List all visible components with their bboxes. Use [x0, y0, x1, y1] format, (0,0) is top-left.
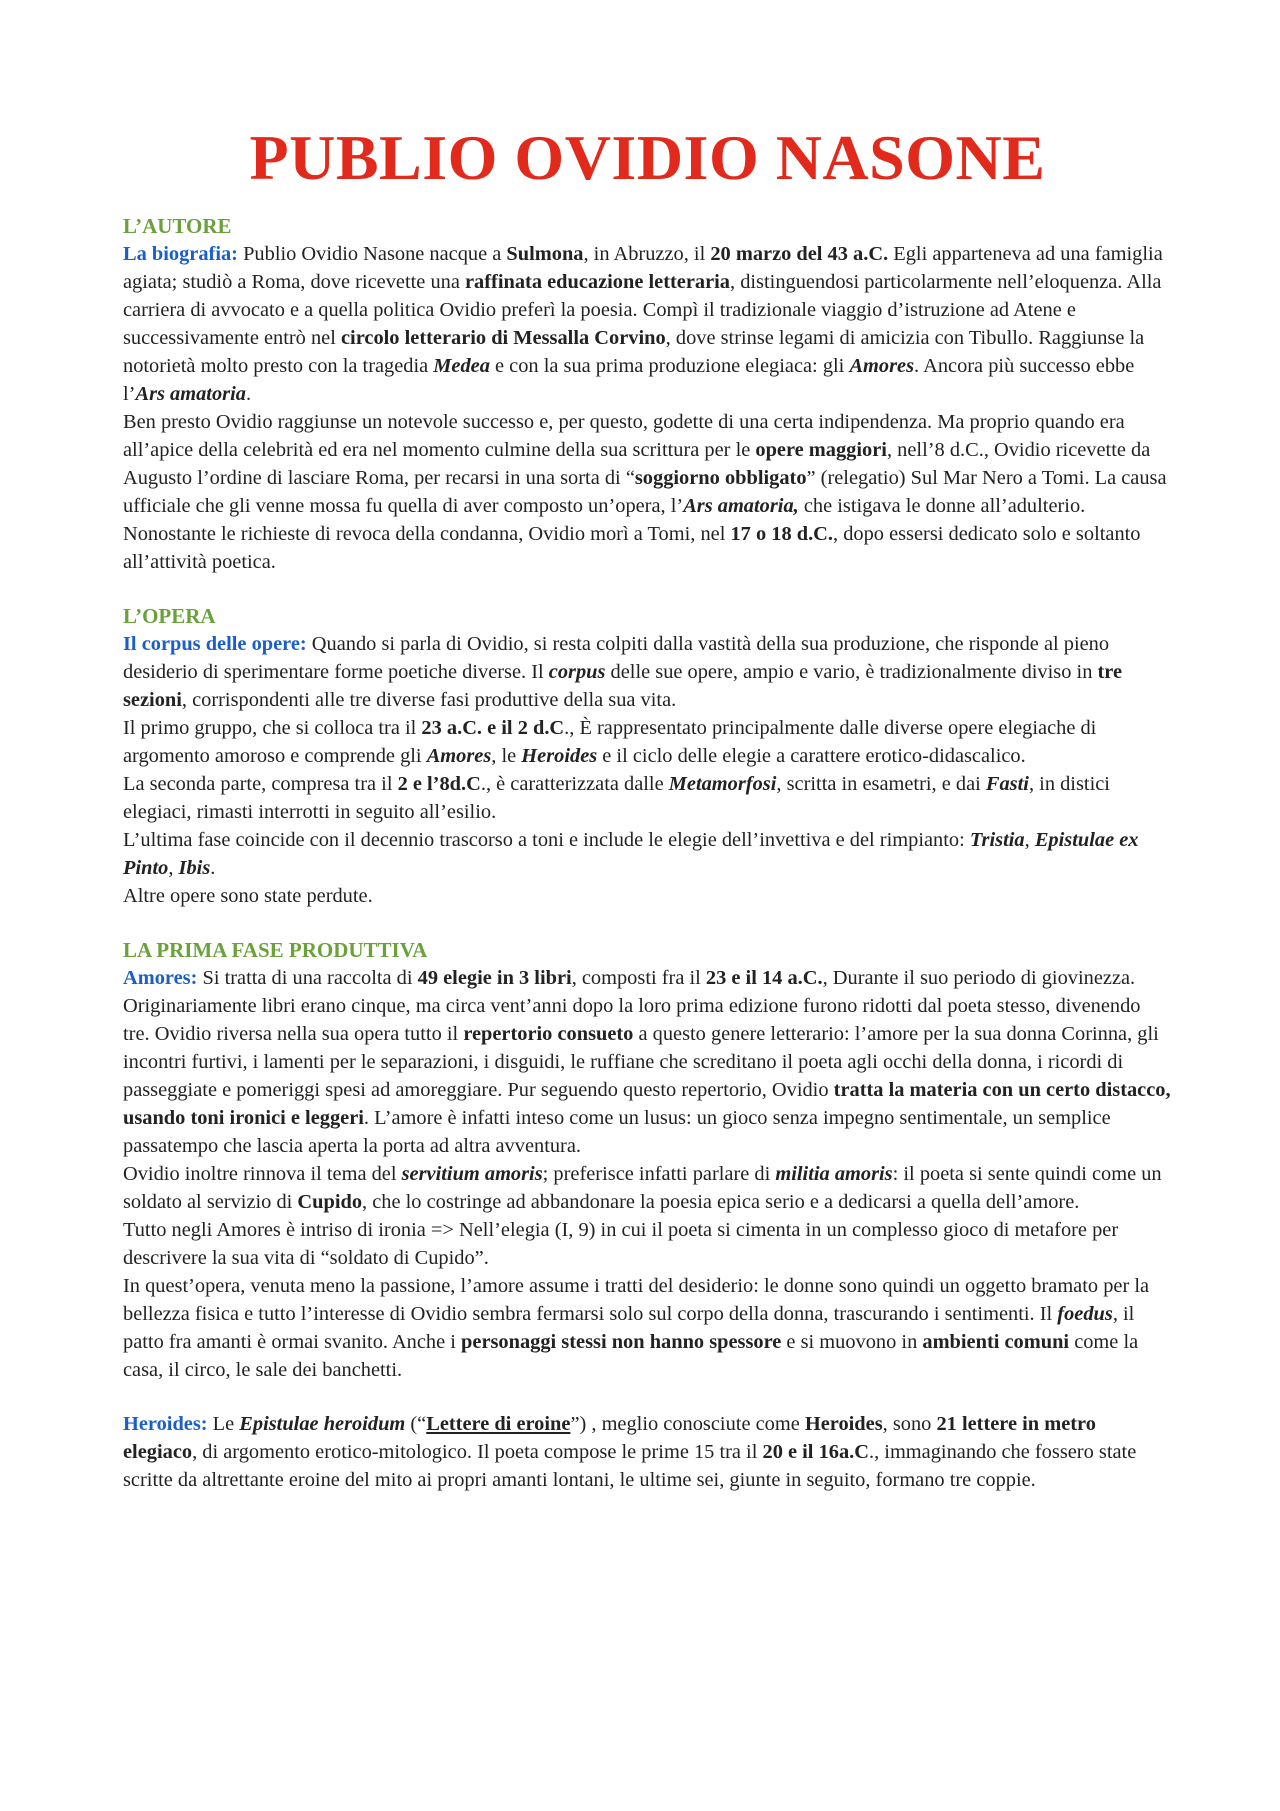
text-run: ; preferisce infatti parlare di — [542, 1163, 776, 1185]
text-run: come la casa, il circo, le sale dei banchetti. — [123, 1331, 1139, 1381]
section — [123, 602, 1172, 910]
section — [123, 936, 1172, 1384]
text-run: Publio Ovidio Nasone nacque a — [237, 243, 507, 265]
text-run: , composti fra il — [571, 967, 706, 989]
text-run: Amores — [426, 745, 492, 767]
text-run: Lettere di eroine — [426, 1413, 571, 1435]
text-run: , dopo essersi dedicato solo e soltanto all’attività poetica. — [123, 523, 1141, 573]
text-run: . Ancora più successo ebbe l’ — [123, 355, 1135, 405]
text-run: Medea — [433, 355, 490, 377]
text-run: Metamorfosi — [668, 773, 777, 795]
text-run: Ben presto Ovidio raggiunse un notevole successo e, per questo, godette di una certa indipendenza. Ma proprio quando era all’apice della celebrità ed era nel momento culmine della sua scrittura per le — [123, 411, 1125, 461]
paragraph-lead-label: La biografia: — [123, 243, 238, 265]
text-run: Quando si parla di Ovidio, si resta colpiti dalla vastità della sua produzione, che risponde al pieno desiderio di sperimentare forme poetiche diverse. Il — [123, 633, 1110, 683]
paragraph — [123, 408, 1172, 520]
text-run: e con la sua prima produzione elegiaca: gli — [489, 355, 850, 377]
text-run: Ars amatoria, — [683, 495, 799, 517]
text-run: 49 elegie in 3 libri — [417, 967, 572, 989]
paragraph — [123, 1216, 1172, 1272]
text-run: La seconda parte, compresa tra il — [123, 773, 398, 795]
text-run: . — [245, 383, 252, 405]
paragraph — [123, 964, 1172, 1160]
paragraph — [123, 240, 1172, 408]
text-run: , corrispondenti alle tre diverse fasi produttive della sua vita. — [181, 689, 677, 711]
text-run: , di argomento erotico-mitologico. Il poeta compose le prime 15 tra il — [192, 1441, 763, 1463]
text-run: , Durante il suo periodo di giovinezza. Originariamente libri erano cinque, ma circa vent’anni dopo la loro prima edizione furono ridotti dal poeta stesso, divenendo tre. Ovidio riversa nella sua opera tutto il — [123, 967, 1141, 1045]
text-run: personaggi stessi non hanno spessore — [461, 1331, 782, 1353]
paragraph — [123, 520, 1172, 576]
text-run: ., immaginando che fossero state scritte da altrettante eroine del mito ai propri amanti lontani, le ultime sei, giunte in seguito, formano tre coppie. — [123, 1441, 1137, 1491]
text-run: ambienti comuni — [922, 1331, 1070, 1353]
paragraph-lead-label: Heroides: — [123, 1413, 208, 1435]
text-run: 23 e il 14 a.C. — [705, 967, 823, 989]
section-heading: LA PRIMA FASE PRODUTTIVA — [123, 938, 428, 962]
text-run: raffinata educazione letteraria — [465, 271, 730, 293]
text-run: In quest’opera, venuta meno la passione, l’amore assume i tratti del desiderio: le donne sono quindi un oggetto bramato per la bellezza fisica e tutto l’interesse di Ovidio sembra fermarsi solo sul corpo della donna, trascurando i sentimenti. Il — [123, 1275, 1150, 1325]
text-run: , il patto fra amanti è ormai svanito. Anche i — [123, 1303, 1135, 1353]
text-run: ” (relegatio) Sul Mar Nero a Tomi. La causa ufficiale che gli venne mossa fu quella di aver composto un’opera, l’ — [123, 467, 1167, 517]
document-title: PUBLIO OVIDIO NASONE — [249, 122, 1046, 193]
text-run: Si tratta di una raccolta di — [197, 967, 418, 989]
paragraph — [123, 826, 1172, 882]
paragraph-lead-label: Amores: — [123, 967, 198, 989]
text-run: Tristia — [969, 829, 1025, 851]
text-run: militia amoris — [775, 1163, 893, 1185]
text-run: Fasti — [985, 773, 1029, 795]
paragraph-lead-label: Il corpus delle opere: — [123, 633, 307, 655]
section-heading: L’AUTORE — [123, 214, 232, 238]
paragraph — [123, 1410, 1172, 1494]
text-run: Nonostante le richieste di revoca della condanna, Ovidio morì a Tomi, nel — [123, 523, 731, 545]
text-run: ., è caratterizzata dalle — [480, 773, 669, 795]
text-run: , in Abruzzo, il — [583, 243, 711, 265]
paragraph — [123, 630, 1172, 714]
text-run: Le — [207, 1413, 240, 1435]
text-run: circolo letterario di Messalla Corvino — [341, 327, 666, 349]
text-run: . — [210, 857, 216, 879]
text-run: Il primo gruppo, che si colloca tra il — [123, 717, 422, 739]
text-run: a questo genere letterario: l’amore per la sua donna Corinna, gli incontri furtivi, i lamenti per le separazioni, i disguidi, le ruffiane che screditano il poeta agli occhi della donna, i ricordi di passeggiate e pomeriggi spesi ad amoreggiare. Pur seguendo questo repertorio, Ovidio — [123, 1023, 1159, 1101]
text-run: ., È rappresentato principalmente dalle diverse opere elegiache di argomento amoroso e comprende gli — [123, 717, 1097, 767]
text-run: 20 e il 16a.C — [762, 1441, 869, 1463]
text-run: , in distici elegiaci, rimasti interrotti in seguito all’esilio. — [123, 773, 1110, 823]
text-run: , distinguendosi particolarmente nell’eloquenza. Alla carriera di avvocato e a quella politica Ovidio preferì la poesia. Compì il tradizionale viaggio d’istruzione ad Atene e successivamente entrò nel — [123, 271, 1162, 349]
section-heading: L’OPERA — [123, 604, 216, 628]
text-run: , che lo costringe ad abbandonare la poesia epica serio e a dedicarsi a quella dell’amore. — [362, 1191, 1080, 1213]
text-run: Ibis — [178, 857, 211, 879]
text-run: ”) , meglio conosciute come — [570, 1413, 805, 1435]
text-run: 20 marzo del 43 a.C. — [710, 243, 889, 265]
text-run: foedus — [1057, 1303, 1113, 1325]
text-run: Egli apparteneva ad una famiglia agiata; studiò a Roma, dove ricevette una — [123, 243, 1163, 293]
text-run: , sono — [882, 1413, 937, 1435]
paragraph — [123, 1160, 1172, 1216]
text-run: Altre opere sono state perdute. — [123, 885, 373, 907]
paragraph — [123, 1272, 1172, 1384]
text-run: 17 o 18 d.C. — [730, 523, 833, 545]
text-run: L’ultima fase coincide con il decennio trascorso a toni e include le elegie dell’invettiva e del rimpianto: — [123, 829, 970, 851]
text-run: (“ — [405, 1413, 427, 1435]
text-run: 21 lettere in metro elegiaco — [123, 1413, 1096, 1463]
text-run: 2 e l’8d.C — [397, 773, 481, 795]
text-run: corpus — [548, 661, 606, 683]
text-run: soggiorno obbligato — [634, 467, 807, 489]
text-run: delle sue opere, ampio e vario, è tradizionalmente diviso in — [605, 661, 1098, 683]
text-run: repertorio consueto — [463, 1023, 634, 1045]
text-run: 23 a.C. e il 2 d.C — [421, 717, 565, 739]
text-run: tratta la materia con un certo distacco, usando toni ironici e leggeri — [123, 1079, 1171, 1129]
text-run: tre sezioni — [123, 661, 1123, 711]
text-run: , — [1024, 829, 1035, 851]
document-body — [123, 212, 1172, 1494]
text-run: e il ciclo delle elegie a carattere erotico-didascalico. — [597, 745, 1026, 767]
text-run: che istigava le donne all’adulterio. — [798, 495, 1086, 517]
text-run: , dove strinse legami di amicizia con Tibullo. Raggiunse la notorietà molto presto con la tragedia — [123, 327, 1145, 377]
section — [123, 1410, 1172, 1494]
section — [123, 212, 1172, 576]
text-run: : il poeta si sente quindi come un soldato al servizio di — [123, 1163, 1162, 1213]
text-run: , le — [491, 745, 522, 767]
text-run: Ars amatoria — [135, 383, 246, 405]
text-run: , — [168, 857, 179, 879]
text-run: Sulmona — [506, 243, 584, 265]
paragraph — [123, 770, 1172, 826]
text-run: Ovidio inoltre rinnova il tema del — [123, 1163, 402, 1185]
paragraph — [123, 714, 1172, 770]
paragraph — [123, 882, 1172, 910]
text-run: Epistulae ex Pinto — [123, 829, 1139, 879]
text-run: Heroides — [804, 1413, 883, 1435]
text-run: e si muovono in — [781, 1331, 923, 1353]
text-run: Heroides — [521, 745, 598, 767]
text-run: Amores — [849, 355, 915, 377]
text-run: Epistulae heroidum — [239, 1413, 406, 1435]
text-run: . L’amore è infatti inteso come un lusus: un gioco senza impegno sentimentale, un semplice passatempo che lascia aperta la porta ad altra avventura. — [123, 1107, 1111, 1157]
text-run: , scritta in esametri, e dai — [776, 773, 986, 795]
text-run: servitium amoris — [401, 1163, 543, 1185]
text-run: Cupido — [297, 1191, 363, 1213]
text-run: Tutto negli Amores è intriso di ironia => Nell’elegia (I, 9) in cui il poeta si cimenta in un complesso gioco di metafore per descrivere la sua vita di “soldato di Cupido”. — [123, 1219, 1119, 1269]
text-run: , nell’8 d.C., Ovidio ricevette da Augusto l’ordine di lasciare Roma, per recarsi in una sorta di “ — [123, 439, 1151, 489]
text-run: opere maggiori — [755, 439, 887, 461]
